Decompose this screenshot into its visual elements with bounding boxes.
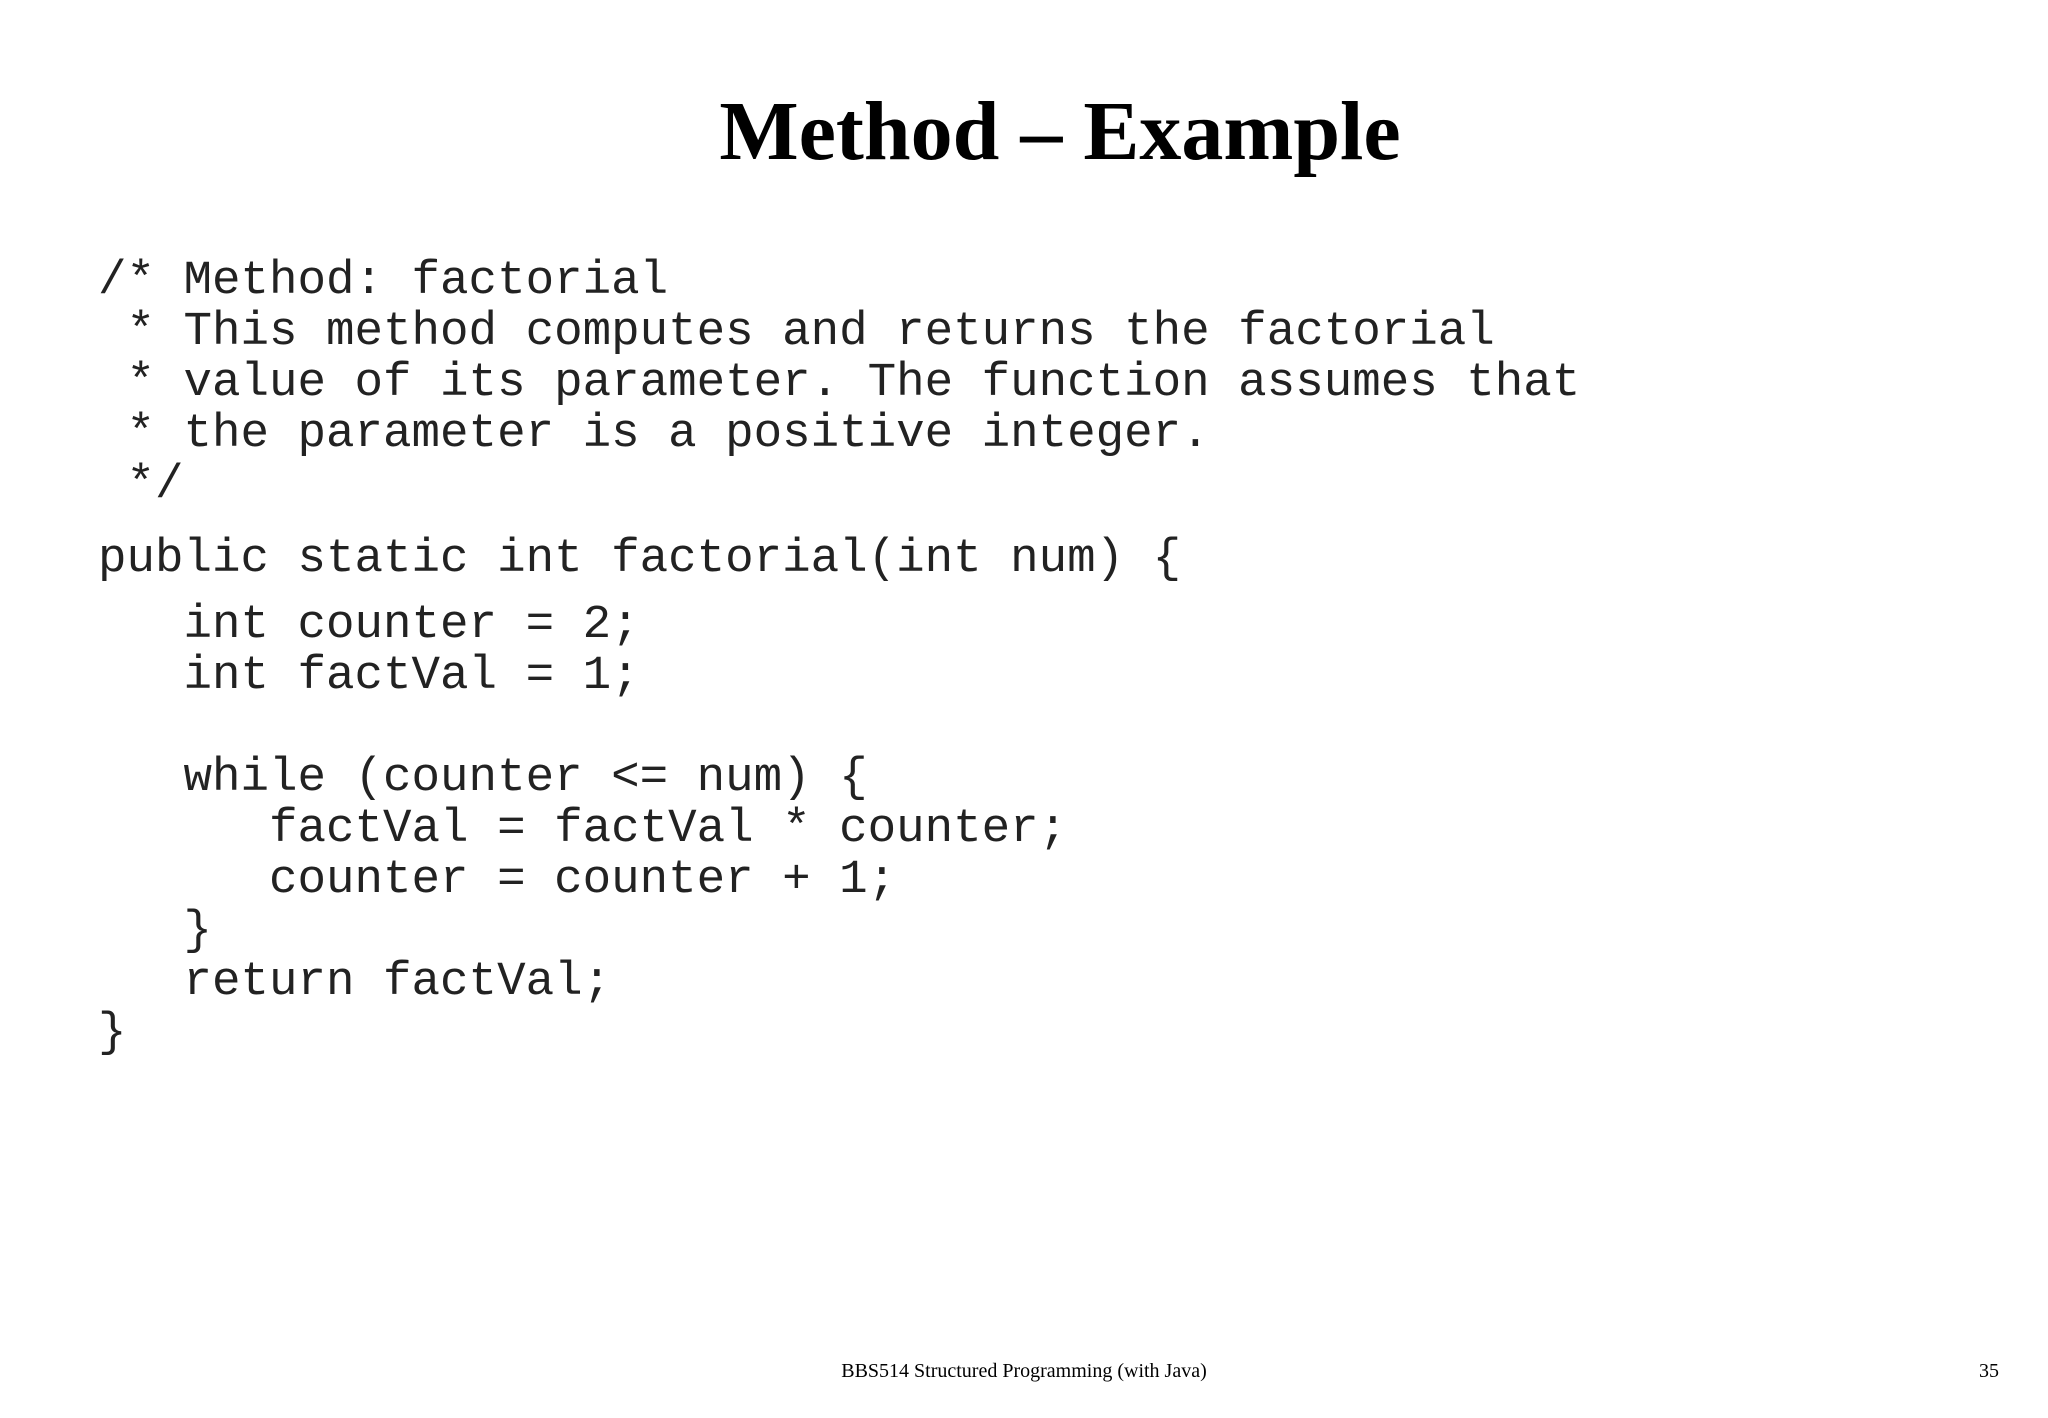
- code-line: * the parameter is a positive integer.: [98, 407, 1210, 461]
- code-line: factVal = factVal * counter;: [98, 802, 1068, 856]
- code-line: }: [98, 1006, 127, 1060]
- slide-title: Method – Example: [719, 85, 1401, 178]
- code-line: return factVal;: [98, 955, 612, 1009]
- page-number: 35: [1979, 1360, 1999, 1382]
- code-line: /* Method: factorial: [98, 254, 669, 308]
- code-line: }: [98, 904, 213, 958]
- code-line: while (counter <= num) {: [98, 751, 868, 805]
- code-line: * This method computes and returns the factorial: [98, 305, 1495, 359]
- slide-footer: BBS514 Structured Programming (with Java): [841, 1360, 1207, 1382]
- code-line: * value of its parameter. The function assumes that: [98, 356, 1581, 410]
- code-line: counter = counter + 1;: [98, 853, 897, 907]
- code-line: */: [98, 458, 184, 512]
- code-line: int factVal = 1;: [98, 649, 640, 703]
- code-line: int counter = 2;: [98, 598, 640, 652]
- code-line: public static int factorial(int num) {: [98, 532, 1182, 586]
